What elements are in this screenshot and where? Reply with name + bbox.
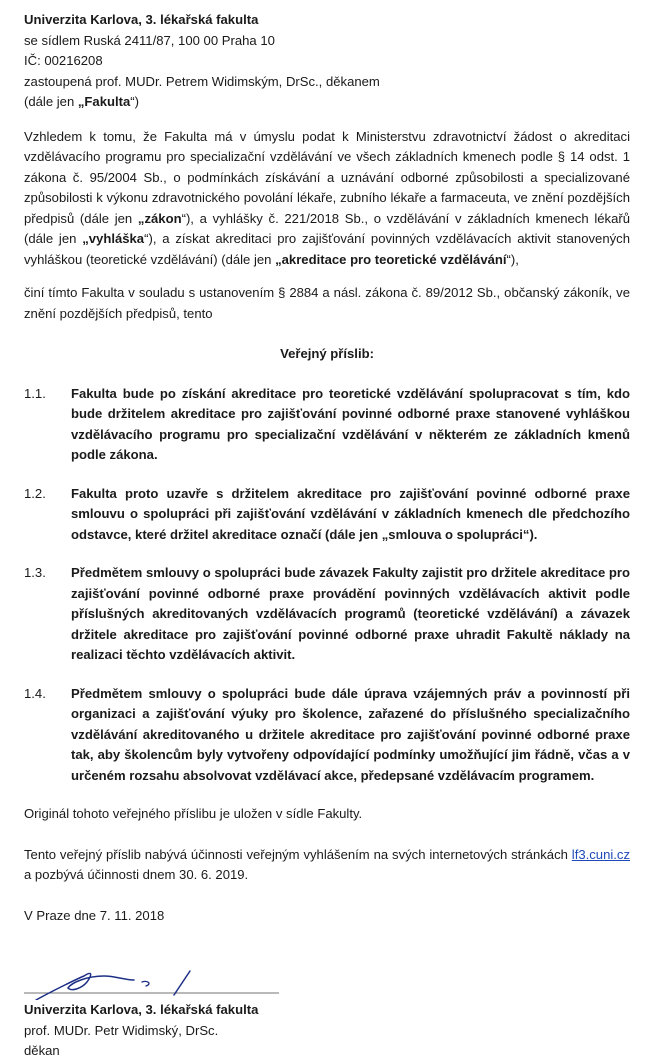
clause-item [24,563,630,666]
effect-paragraph [24,845,630,886]
document-title: Veřejný příslib: [280,346,374,361]
signer-role: děkan [24,1043,60,1058]
signature-stroke-tail [142,981,149,986]
intro-part-2: “), a vyhlášky č. 221/2018 Sb., o vzdělávání v základních kmenech lékařů (dále jen [24,210,630,246]
clause-text: Fakulta bude po získání akreditace pro teoretické vzdělávání spolupracovat s tím, kdo bude držitelem akreditace pro zajišťování povinné odborné praxe stanovené vyhláškou vzdělávacího programu pro specializační vzdělávání v některém ze základních kmenů podle zákona. [71,385,630,462]
short-name-definition [24,92,630,113]
intro-part-1: Vzhledem k tomu, že Fakulta má v úmyslu podat k Ministerstvu zdravotnictví žádost o akreditaci vzdělávacího programu pro specializační vzdělávání ve všech základních kmenech podle § 14 odst. 1 zákona č. 95/2004 Sb., o podmínkách získávání a uznávání odborné způsobilosti a specializované způsobilosti k výkonu zdravotnického povolání lékaře, zubního lékaře a farmaceuta, ve znění pozdějších předpisů (dále jen [24,128,630,226]
party-header [24,10,630,113]
term-law: „zákon [137,210,182,226]
faculty-website-link[interactable]: lf3.cuni.cz [571,846,630,862]
clauses-list [24,384,630,787]
term-decree: „vyhláška [82,231,145,246]
clause-number: 1.2. [24,485,46,501]
declaration-paragraph: činí tímto Fakulta v souladu s ustanovením § 2884 a násl. zákona č. 89/2012 Sb., občanský zákoník, ve znění pozdějších předpisů, tento [24,285,630,321]
clause-item [24,484,630,546]
signature-area [24,942,630,1000]
clause-number: 1.1. [24,385,46,401]
place-date: V Praze dne 7. 11. 2018 [24,907,165,923]
clause-text: Předmětem smlouvy o spolupráci bude závazek Fakulty zajistit pro držitele akreditace pro zajišťování povinné odborné praxe provádění povinných vzdělávacích aktivit podle příslušných akreditovaných vzdělávacích programů (teoretické vzdělávání) a závazek držitele akreditace pro zajišťování povinné odborné praxe uhradit Fakultě náklady na realizaci těchto vzdělávacích aktivit. [71,565,630,662]
intro-part-3: “), a získat akreditaci pro zajišťování povinných vzdělávacích aktivit stanovených vyhláškou (teoretické vzdělávání) (dále jen [24,231,630,267]
effect-before: Tento veřejný příslib nabývá účinnosti veřejným vyhlášením na svých internetových stránkách [24,846,572,862]
clause-item [24,684,630,787]
clause-number: 1.4. [24,685,46,701]
clause-text: Fakulta proto uzavře s držitelem akreditace pro zajišťování povinné odborné praxe smlouvu o spolupráci při zajišťování vzdělávání v základních kmenech dle předchozího odstavce, které držitel akreditace označí (dále jen „smlouva o spolupráci“). [71,485,630,542]
clause-text: Předmětem smlouvy o spolupráci bude dále úprava vzájemných práv a povinností při organizaci a zajišťování výuky pro školence, zařazené do příslušného specializačního vzdělávání akreditovaného u držitele akreditace pro zajišťování povinné odborné praxe tak, aby školencům byly vytvořeny odpovídající podmínky umožňující jim řádně, včas a v určeném rozsahu absolvovat vzdělávací akce, předepsané vzdělávacím programem. [71,685,630,783]
signer-institution: Univerzita Karlova, 3. lékařská fakulta [24,1002,259,1017]
intro-part-4: “), [506,251,519,267]
short-name-prefix: (dále jen [24,94,78,109]
term-accreditation: „akreditace pro teoretické vzdělávání [275,251,507,267]
faculty-name: Univerzita Karlova, 3. lékařská fakulta [24,12,259,27]
faculty-ico: IČ: 00216208 [24,53,103,68]
storage-note: Originál tohoto veřejného příslibu je uložen v sídle Fakulty. [24,806,363,821]
signature-stroke-slash [174,971,190,995]
signer-block [24,1000,630,1062]
faculty-address: se sídlem Ruská 2411/87, 100 00 Praha 10 [24,32,275,48]
effect-after: a pozbývá účinnosti dnem 30. 6. 2019. [24,867,249,882]
short-name-suffix: “) [130,94,139,109]
clause-item [24,384,630,466]
signer-name: prof. MUDr. Petr Widimský, DrSc. [24,1022,219,1038]
short-name-term: „Fakulta [77,94,131,109]
handwritten-signature [24,942,284,1000]
document-page [24,10,630,1062]
intro-paragraph [24,127,630,271]
clause-number: 1.3. [24,565,46,580]
faculty-representative: zastoupená prof. MUDr. Petrem Widimským, DrSc., děkanem [24,73,380,89]
signature-stroke-main [36,974,134,1000]
